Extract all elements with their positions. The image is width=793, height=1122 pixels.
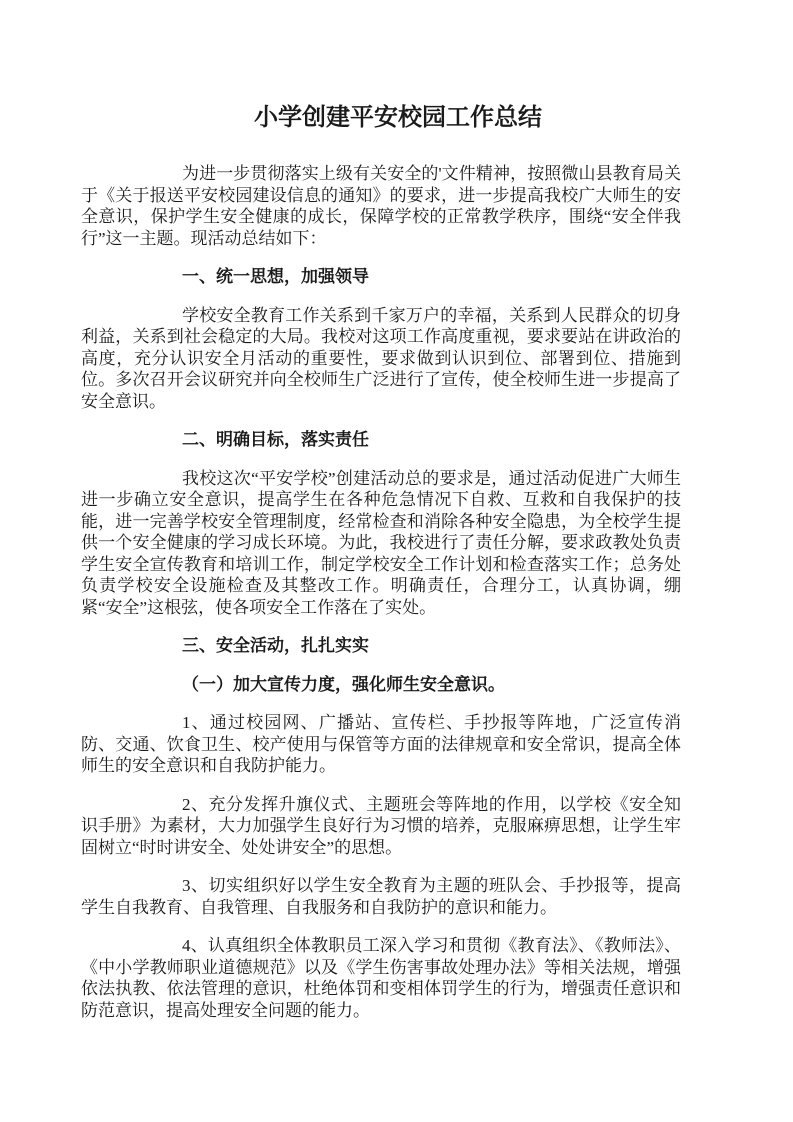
section-3-subheading: （一）加大宣传力度，强化师生安全意识。 (182, 674, 505, 694)
document-title: 小学创建平安校园工作总结 (254, 105, 542, 131)
section-3-item-4: 4、认真组织全体教职员工深入学习和贯彻《教育法》、《教师法》、《中小学教师职业道德规范》以及《学生伤害事故处理办法》等相关法规，增强依法执教、依法管理的意识，杜绝体罚和变相体罚学生的行为，增强责任意识和防范意识，提高处理安全问题的能力。 (81, 936, 681, 1020)
section-3-item-2: 2、充分发挥升旗仪式、主题班会等阵地的作用，以学校《安全知识手册》为素材，大力加强学生良好行为习惯的培养，克服麻痹思想，让学生牢固树立“时时讲安全、处处讲安全”的思想。 (81, 794, 681, 857)
section-3-item-1: 1、通过校园网、广播站、宣传栏、手抄报等阵地，广泛宣传消防、交通、饮食卫生、校产使用与保管等方面的法律规章和安全常识，提高全体师生的安全意识和自我防护能力。 (81, 713, 681, 775)
document-content (81, 103, 681, 1038)
section-3-item-3: 3、切实组织好以学生安全教育为主题的班队会、手抄报等，提高学生自我教育、自我管理、自我服务和自我防护的意识和能力。 (81, 876, 681, 917)
intro-paragraph: 为进一步贯彻落实上级有关安全的'文件精神，按照微山县教育局关于《关于报送平安校园建设信息的通知》的要求，进一步提高我校广大师生的安全意识，保护学生安全健康的成长，保障学校的正常教学秩序，围绕“安全伴我行”这一主题。现活动总结如下： (81, 164, 681, 248)
section-3-heading: 三、安全活动，扎扎实实 (182, 636, 369, 655)
section-2-paragraph: 我校这次“平安学校”创建活动总的要求是，通过活动促进广大师生进一步确立安全意识，提高学生在各种危急情况下自救、互救和自我保护的技能，进一完善学校安全管理制度，经常检查和消除各种安全隐患，为全校学生提供一个安全健康的学习成长环境。为此，我校进行了责任分解，要求政教处负责学生安全宣传教育和培训工作，制定学校安全工作计划和检查落实工作；总务处负责学校安全设施检查及其整改工作。明确责任，合理分工，认真协调，绷紧“安全”这根弦，使各项安全工作落在了实处。 (81, 468, 681, 617)
section-1-heading: 一、统一思想，加强领导 (182, 267, 369, 286)
section-2-heading: 二、明确目标，落实责任 (182, 430, 369, 449)
section-1-paragraph: 学校安全教育工作关系到千家万户的幸福，关系到人民群众的切身利益，关系到社会稳定的大局。我校对这项工作高度重视，要求要站在讲政治的高度，充分认识安全月活动的重要性，要求做到认识到位、部署到位、措施到位。多次召开会议研究并向全校师生广泛进行了宣传，使全校师生进一步提高了安全意识。 (81, 305, 681, 411)
